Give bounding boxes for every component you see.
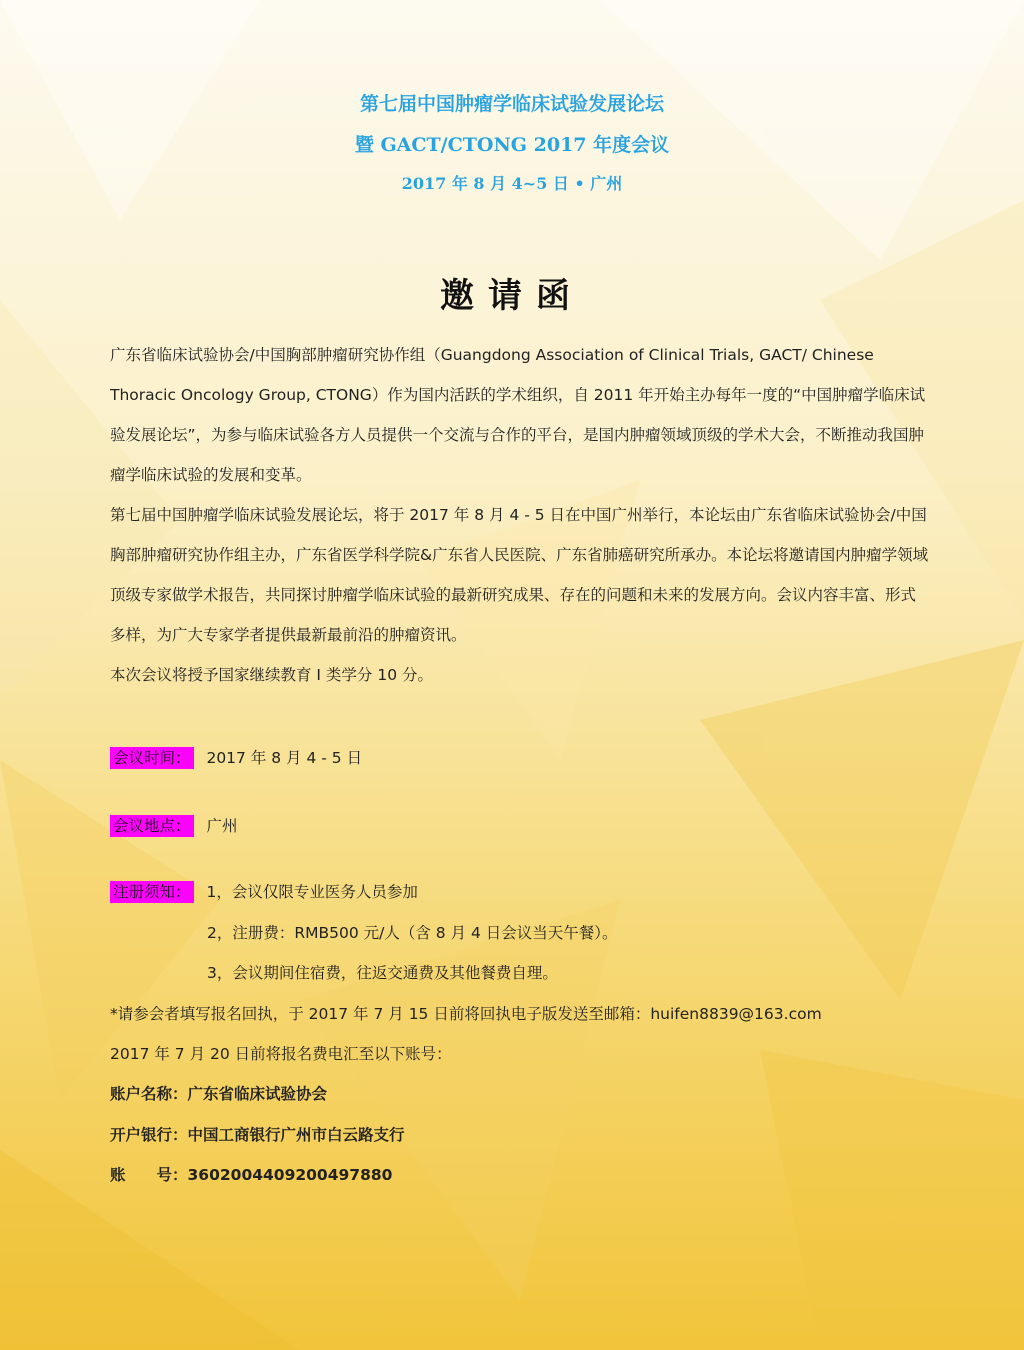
notice-line-1: *请参会者填写报名回执，于 2017 年 7 月 15 日前将回执电子版发送至邮箱：huifen8839@163.com — [110, 1005, 822, 1023]
meeting-time-value: 2017 年 8 月 4 - 5 日 — [206, 749, 363, 767]
account-name-value: 广东省临床试验协会 — [187, 1085, 328, 1103]
meeting-time-row — [110, 746, 362, 768]
registration-item: 2，注册费：RMB500 元/人（含 8 月 4 日会议当天午餐）。 — [207, 924, 618, 942]
account-bank-value: 中国工商银行广州市白云路支行 — [187, 1126, 405, 1144]
intro-paragraph-3: 本次会议将授予国家继续教育 I 类学分 10 分。 — [110, 666, 434, 684]
account-bank-row — [110, 1123, 405, 1145]
account-number-label: 账 号： — [110, 1166, 188, 1184]
account-number-row — [110, 1163, 392, 1185]
notice-line-2: 2017 年 7 月 20 日前将报名费电汇至以下账号： — [110, 1045, 452, 1063]
meeting-time-label: 会议时间： — [110, 747, 194, 769]
registration-item: 1，会议仅限专业医务人员参加 — [206, 883, 418, 901]
intro-paragraph-2: 第七届中国肿瘤学临床试验发展论坛，将于 2017 年 8 月 4 - 5 日在中国广州举行，本论坛由广东省临床试验协会/中国胸部肿瘤研究协作组主办，广东省医学科学院&广东省人民医院、广东省肺癌研究所承办。本论坛将邀请国内肿瘤学领域顶级专家做学术报告，共同探讨肿瘤学临床试验的最新研究成果、存在的问题和未来的发展方向。会议内容丰富、形式多样，为广大专家学者提供最新最前沿的肿瘤资讯。 — [110, 506, 929, 644]
meeting-place-row — [110, 814, 237, 836]
registration-label: 注册须知： — [110, 881, 194, 903]
meeting-place-label: 会议地点： — [110, 815, 194, 837]
account-name-row — [110, 1082, 327, 1104]
registration-row — [110, 880, 418, 902]
page-title: 邀请函 — [440, 276, 584, 316]
forum-subtitle: 暨 GACT/CTONG 2017 年度会议 — [354, 134, 670, 156]
forum-date-place: 2017 年 8 月 4~5 日 • 广州 — [401, 174, 623, 193]
registration-item: 3，会议期间住宿费，往返交通费及其他餐费自理。 — [207, 964, 558, 982]
intro-paragraph-1: 广东省临床试验协会/中国胸部肿瘤研究协作组（Guangdong Association of Clinical Trials, GACT/ Chinese Thoracic Oncology Group, CTONG）作为国内活跃的学术组织，自 2011 年开始主办每年一度的“中国肿瘤学临床试验发展论坛”，为参与临床试验各方人员提供一个交流与合作的平台，是国内肿瘤领域顶级的学术大会，不断推动我国肿瘤学临床试验的发展和变革。 — [110, 346, 926, 484]
account-name-label: 账户名称： — [110, 1085, 188, 1103]
account-bank-label: 开户银行： — [110, 1126, 188, 1144]
forum-title: 第七届中国肿瘤学临床试验发展论坛 — [359, 93, 664, 115]
account-number-value: 3602004409200497880 — [187, 1166, 393, 1184]
meeting-place-value: 广州 — [206, 817, 238, 835]
